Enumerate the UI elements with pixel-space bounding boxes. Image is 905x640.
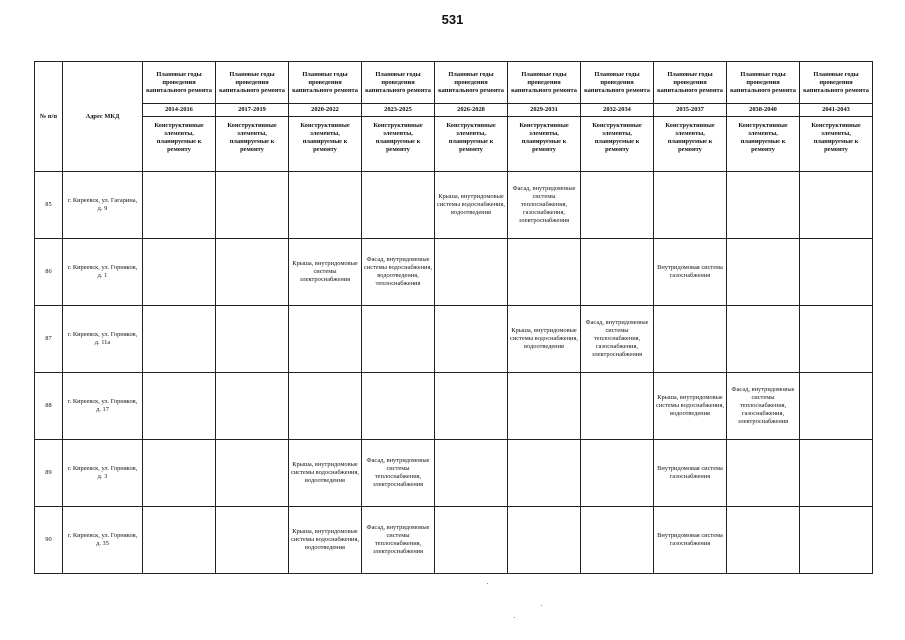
scan-speck	[514, 617, 515, 618]
scan-speck	[541, 605, 542, 606]
period-elements-label: Конструктивные элементы, планируемые к ремонту	[435, 117, 508, 172]
period-title: Плановые годы проведения капитального ремонта	[143, 62, 216, 104]
period-elements-label: Конструктивные элементы, планируемые к ремонту	[143, 117, 216, 172]
repair-cell: Внутридомовая система газоснабжения	[654, 440, 727, 507]
period-years: 2023-2025	[362, 104, 435, 117]
repair-cell	[727, 440, 800, 507]
table-row	[35, 172, 873, 239]
period-elements-label: Конструктивные элементы, планируемые к ремонту	[581, 117, 654, 172]
page-number: 531	[441, 12, 464, 27]
period-years: 2014-2016	[143, 104, 216, 117]
repair-cell	[654, 172, 727, 239]
period-title: Плановые годы проведения капитального ремонта	[581, 62, 654, 104]
row-number: 90	[35, 507, 63, 574]
table-row	[35, 440, 873, 507]
header-row-elements	[35, 117, 873, 172]
row-address: г. Киреевск, ул. Горняков, д. 11а	[63, 306, 143, 373]
period-title: Плановые годы проведения капитального ремонта	[727, 62, 800, 104]
period-elements-label: Конструктивные элементы, планируемые к ремонту	[800, 117, 873, 172]
repair-cell: Фасад, внутридомовые системы теплоснабжения, газоснабжения, электроснабжения	[581, 306, 654, 373]
repair-cell: Крыша, внутридомовые системы электроснабжения	[289, 239, 362, 306]
period-title: Плановые годы проведения капитального ремонта	[435, 62, 508, 104]
period-title: Плановые годы проведения капитального ремонта	[654, 62, 727, 104]
repair-cell	[143, 306, 216, 373]
row-address: г. Киреевск, ул. Горняков, д. 17	[63, 373, 143, 440]
repair-cell	[581, 239, 654, 306]
period-title: Плановые годы проведения капитального ремонта	[362, 62, 435, 104]
repair-cell	[581, 507, 654, 574]
capital-repair-table	[34, 61, 873, 574]
repair-cell	[216, 373, 289, 440]
table-row	[35, 306, 873, 373]
period-years: 2038-2040	[727, 104, 800, 117]
period-title: Плановые годы проведения капитального ремонта	[216, 62, 289, 104]
period-years: 2017-2019	[216, 104, 289, 117]
header-address: Адрес МКД	[63, 62, 143, 172]
repair-cell	[143, 440, 216, 507]
row-number: 86	[35, 239, 63, 306]
period-title: Плановые годы проведения капитального ремонта	[289, 62, 362, 104]
row-number: 85	[35, 172, 63, 239]
repair-cell	[508, 440, 581, 507]
table-row	[35, 239, 873, 306]
repair-cell: Крыша, внутридомовые системы водоснабжения, водоотведения	[435, 172, 508, 239]
repair-cell	[800, 440, 873, 507]
period-years: 2020-2022	[289, 104, 362, 117]
repair-cell	[143, 373, 216, 440]
repair-cell	[216, 507, 289, 574]
period-elements-label: Конструктивные элементы, планируемые к ремонту	[654, 117, 727, 172]
repair-cell: Крыша, внутридомовые системы водоснабжения, водоотведения	[654, 373, 727, 440]
header-row-titles	[35, 62, 873, 104]
repair-cell	[435, 373, 508, 440]
repair-cell	[581, 373, 654, 440]
period-title: Плановые годы проведения капитального ремонта	[508, 62, 581, 104]
row-number: 87	[35, 306, 63, 373]
table-row	[35, 373, 873, 440]
period-title: Плановые годы проведения капитального ремонта	[800, 62, 873, 104]
table-body	[35, 172, 873, 574]
repair-cell	[216, 306, 289, 373]
period-elements-label: Конструктивные элементы, планируемые к ремонту	[289, 117, 362, 172]
repair-cell: Фасад, внутридомовые системы водоснабжения, водоотведения, теплоснабжения	[362, 239, 435, 306]
row-address: г. Киреевск, ул. Горняков, д. 35	[63, 507, 143, 574]
repair-cell	[289, 172, 362, 239]
repair-cell	[143, 507, 216, 574]
repair-cell: Крыша, внутридомовые системы водоснабжения, водоотведения	[508, 306, 581, 373]
repair-cell	[362, 172, 435, 239]
repair-cell	[289, 373, 362, 440]
period-years: 2026-2028	[435, 104, 508, 117]
repair-cell	[435, 440, 508, 507]
repair-cell	[800, 373, 873, 440]
row-address: г. Киреевск, ул. Горняков, д. 3	[63, 440, 143, 507]
table-header	[35, 62, 873, 172]
repair-cell	[216, 440, 289, 507]
repair-cell	[581, 440, 654, 507]
period-years: 2035-2037	[654, 104, 727, 117]
header-row-years	[35, 104, 873, 117]
period-elements-label: Конструктивные элементы, планируемые к ремонту	[508, 117, 581, 172]
repair-cell	[654, 306, 727, 373]
repair-cell	[435, 239, 508, 306]
repair-cell	[508, 239, 581, 306]
repair-cell	[800, 507, 873, 574]
repair-cell: Крыша, внутридомовые системы водоснабжения, водоотведения	[289, 440, 362, 507]
repair-cell	[800, 306, 873, 373]
repair-cell: Фасад, внутридомовые системы теплоснабжения, газоснабжения, электроснабжения	[727, 373, 800, 440]
repair-cell	[727, 239, 800, 306]
row-number: 88	[35, 373, 63, 440]
repair-cell	[362, 306, 435, 373]
period-elements-label: Конструктивные элементы, планируемые к ремонту	[216, 117, 289, 172]
repair-cell	[216, 239, 289, 306]
repair-cell	[727, 507, 800, 574]
repair-cell	[362, 373, 435, 440]
repair-cell: Фасад, внутридомовые системы теплоснабжения, электроснабжения	[362, 440, 435, 507]
period-years: 2032-2034	[581, 104, 654, 117]
repair-cell	[216, 172, 289, 239]
repair-cell	[143, 172, 216, 239]
repair-cell	[800, 172, 873, 239]
repair-cell: Внутридомовая система газоснабжения	[654, 239, 727, 306]
repair-cell	[143, 239, 216, 306]
repair-cell	[289, 306, 362, 373]
table-row	[35, 507, 873, 574]
repair-cell	[800, 239, 873, 306]
repair-cell: Внутридомовая система газоснабжения	[654, 507, 727, 574]
row-address: г. Киреевск, ул. Гагарина, д. 9	[63, 172, 143, 239]
repair-cell	[508, 373, 581, 440]
repair-cell	[727, 172, 800, 239]
header-num: № п/п	[35, 62, 63, 172]
period-years: 2029-2031	[508, 104, 581, 117]
repair-cell: Фасад, внутридомовые системы теплоснабжения, газоснабжения, электроснабжения	[508, 172, 581, 239]
repair-cell	[508, 507, 581, 574]
repair-cell	[435, 306, 508, 373]
row-number: 89	[35, 440, 63, 507]
period-elements-label: Конструктивные элементы, планируемые к ремонту	[727, 117, 800, 172]
scan-speck	[487, 583, 488, 584]
period-years: 2041-2043	[800, 104, 873, 117]
row-address: г. Киреевск, ул. Горняков, д. 1	[63, 239, 143, 306]
period-elements-label: Конструктивные элементы, планируемые к ремонту	[362, 117, 435, 172]
repair-cell: Фасад, внутридомовые системы теплоснабжения, электроснабжения	[362, 507, 435, 574]
repair-cell	[435, 507, 508, 574]
repair-cell: Крыша, внутридомовые системы водоснабжения, водоотведения	[289, 507, 362, 574]
repair-cell	[727, 306, 800, 373]
repair-cell	[581, 172, 654, 239]
